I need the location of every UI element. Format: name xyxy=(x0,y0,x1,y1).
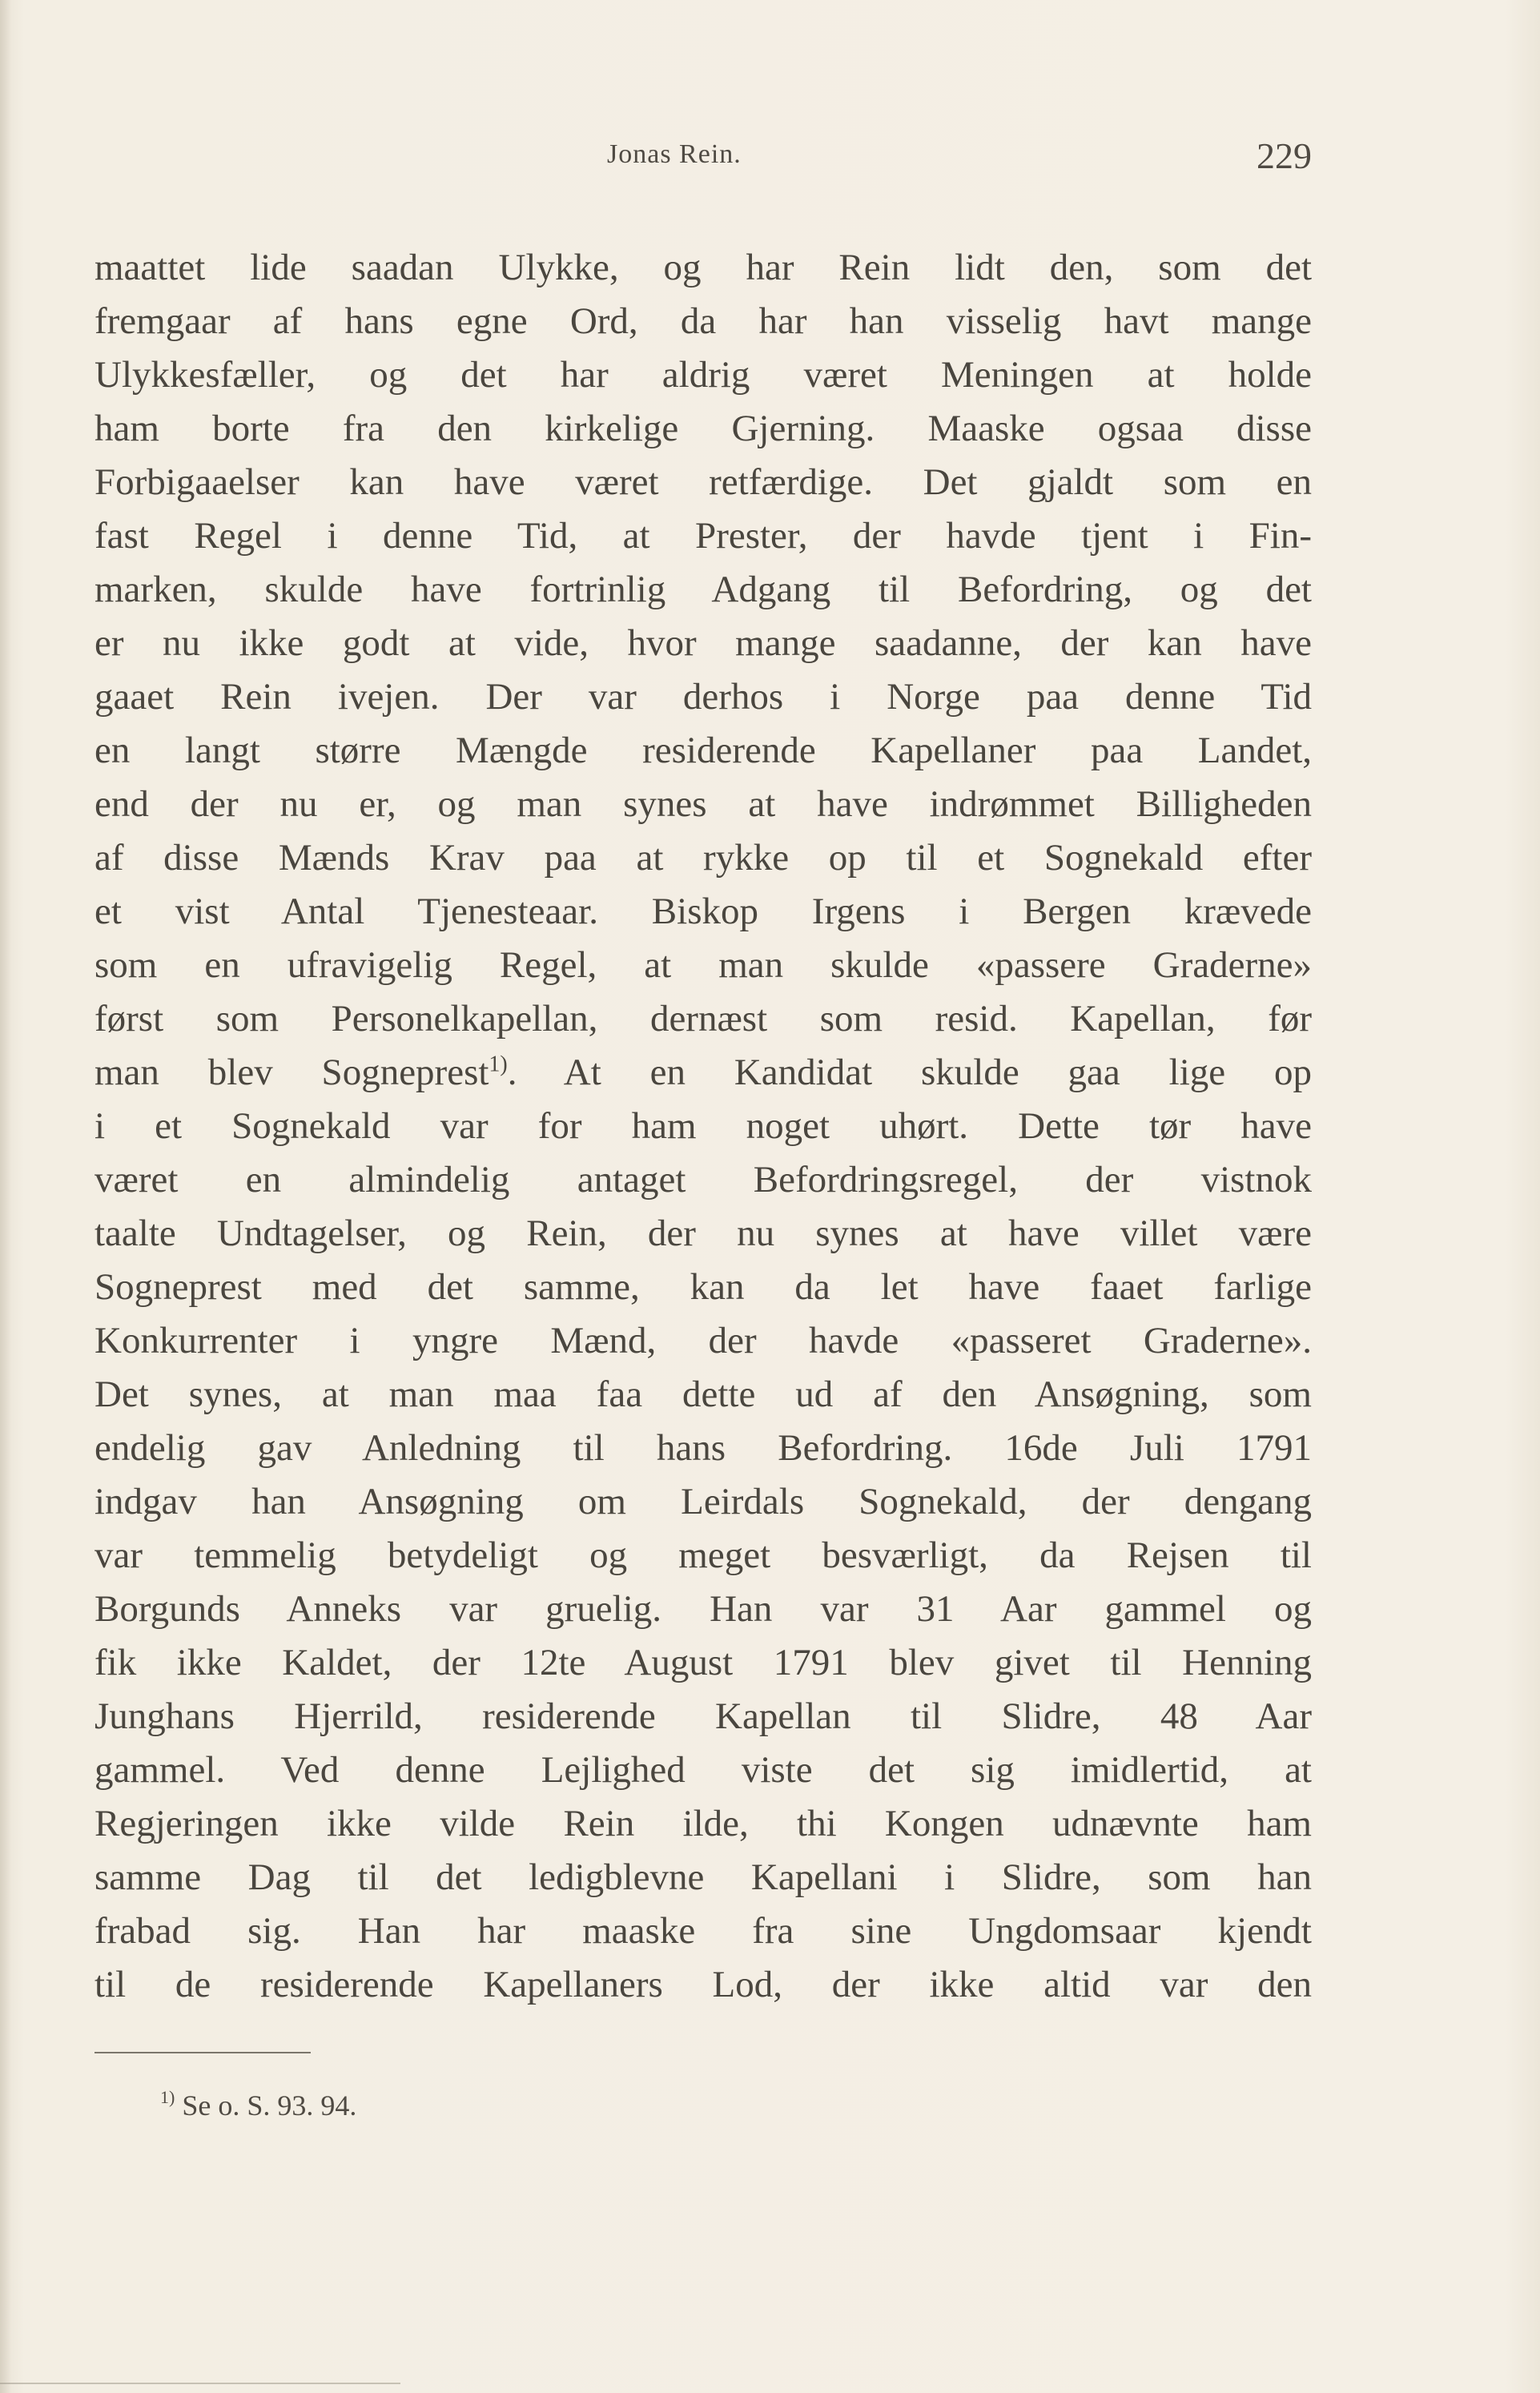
page-header xyxy=(94,135,1312,183)
text-line: et vist Antal Tjenesteaar. Biskop Irgens i Bergen krævede xyxy=(94,891,1312,932)
text-line: fik ikke Kaldet, der 12te August 1791 blev givet til Henning xyxy=(94,1642,1312,1683)
text-line: maattet lide saadan Ulykke, og har Rein lidt den, som det xyxy=(94,247,1312,288)
page-number: 229 xyxy=(1257,135,1312,176)
page-edge-shadow xyxy=(0,0,11,2393)
footnote-divider xyxy=(94,2052,311,2053)
text-line: fast Regel i denne Tid, at Prester, der havde tjent i Fin- xyxy=(94,515,1312,557)
text-line: i et Sognekald var for ham noget uhørt. Dette tør have xyxy=(94,1105,1312,1147)
text-line: Konkurrenter i yngre Mænd, der havde «passeret Graderne». xyxy=(94,1320,1312,1361)
text-line: Regjeringen ikke vilde Rein ilde, thi Kongen udnævnte ham xyxy=(94,1803,1312,1844)
text-line: en langt større Mængde residerende Kapellaner paa Landet, xyxy=(94,730,1312,771)
text-line: Borgunds Anneks var gruelig. Han var 31 Aar gammel og xyxy=(94,1588,1312,1630)
text-line: Det synes, at man maa faa dette ud af den Ansøgning, som xyxy=(94,1373,1312,1415)
text-segment: . At en Kandidat skulde gaa lige op xyxy=(507,1052,1312,1093)
text-line: ham borte fra den kirkelige Gjerning. Maaske ogsaa disse xyxy=(94,408,1312,449)
text-line: gaaet Rein ivejen. Der var derhos i Norge paa denne Tid xyxy=(94,676,1312,718)
text-line: først som Personelkapellan, dernæst som resid. Kapellan, før xyxy=(94,998,1312,1040)
text-segment: man blev Sogneprest xyxy=(94,1052,489,1093)
footnote-reference[interactable]: 1) xyxy=(489,1052,508,1077)
text-line: taalte Undtagelser, og Rein, der nu synes at have villet være xyxy=(94,1213,1312,1254)
text-line: af disse Mænds Krav paa at rykke op til et Sognekald efter xyxy=(94,837,1312,879)
text-line: end der nu er, og man synes at have indrømmet Billigheden xyxy=(94,783,1312,825)
text-line: som en ufravigelig Regel, at man skulde «passere Graderne» xyxy=(94,944,1312,986)
running-head: Jonas Rein. xyxy=(607,139,742,169)
footnote xyxy=(160,2089,356,2122)
text-line: endelig gav Anledning til hans Befordring. 16de Juli 1791 xyxy=(94,1427,1312,1469)
text-line: Ulykkesfæller, og det har aldrig været Meningen at holde xyxy=(94,354,1312,396)
text-line: indgav han Ansøgning om Leirdals Sognekald, der dengang xyxy=(94,1481,1312,1522)
text-line: til de residerende Kapellaners Lod, der ikke altid var den xyxy=(94,1964,1312,2005)
text-line: fremgaar af hans egne Ord, da har han visselig havt mange xyxy=(94,300,1312,342)
text-line: været en almindelig antaget Befordringsregel, der vistnok xyxy=(94,1159,1312,1201)
text-line: gammel. Ved denne Lejlighed viste det sig imidlertid, at xyxy=(94,1749,1312,1791)
text-line: frabad sig. Han har maaske fra sine Ungdomsaar kjendt xyxy=(94,1910,1312,1952)
text-line: marken, skulde have fortrinlig Adgang til Befordring, og det xyxy=(94,569,1312,610)
scan-edge-line xyxy=(0,2383,400,2384)
text-line: samme Dag til det ledigblevne Kapellani i Slidre, som han xyxy=(94,1856,1312,1898)
text-line: er nu ikke godt at vide, hvor mange saadanne, der kan have xyxy=(94,622,1312,664)
body-text xyxy=(94,241,1312,2012)
text-line-with-footnote-ref xyxy=(94,1046,1312,1100)
text-line: var temmelig betydeligt og meget besværligt, da Rejsen til xyxy=(94,1534,1312,1576)
text-line: Junghans Hjerrild, residerende Kapellan til Slidre, 48 Aar xyxy=(94,1695,1312,1737)
footnote-marker: 1) xyxy=(160,2087,175,2107)
text-line: Forbigaaelser kan have været retfærdige. Det gjaldt som en xyxy=(94,461,1312,503)
footnote-text: Se o. S. 93. 94. xyxy=(182,2089,357,2122)
text-line: Sogneprest med det samme, kan da let have faaet farlige xyxy=(94,1266,1312,1308)
